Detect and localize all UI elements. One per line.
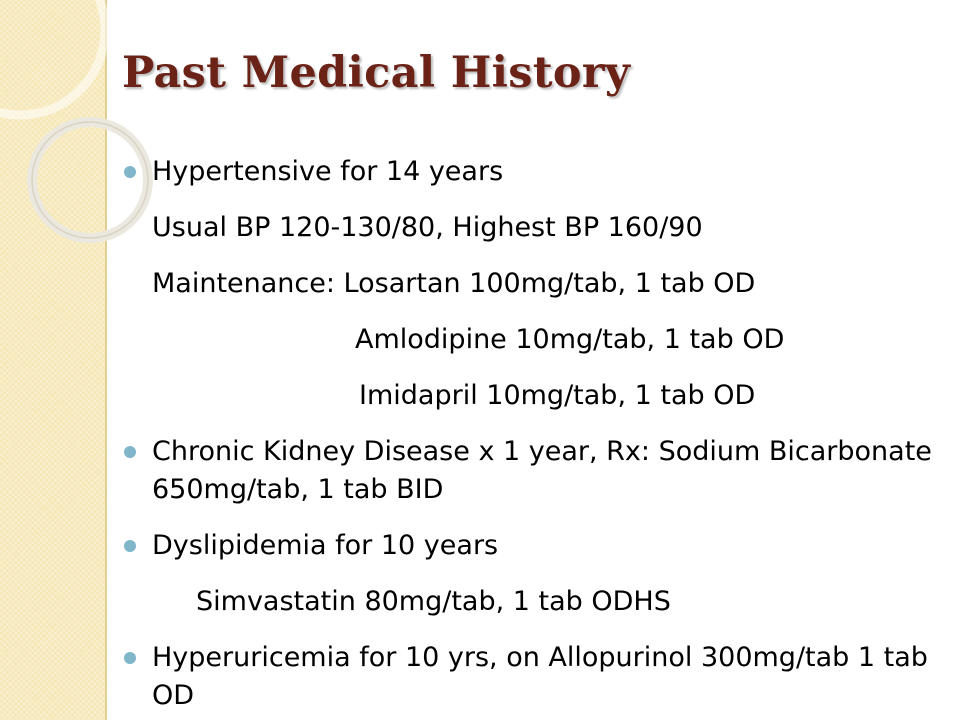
list-subline — [152, 265, 942, 303]
list-subline — [152, 583, 942, 621]
list-item — [152, 153, 942, 191]
dyslipidemia-text: Dyslipidemia for 10 years — [152, 530, 499, 561]
bullet-icon — [124, 446, 136, 458]
amlodipine-text: Amlodipine 10mg/tab, 1 tab OD — [355, 324, 785, 355]
bullet-icon — [124, 166, 136, 178]
hypertension-text: Hypertensive for 14 years — [152, 156, 504, 187]
usual-bp-text: Usual BP 120-130/80, Highest BP 160/90 — [152, 212, 703, 243]
history-list — [152, 153, 942, 715]
bullet-icon — [124, 540, 136, 552]
imidapril-text: Imidapril 10mg/tab, 1 tab OD — [359, 380, 756, 411]
list-subline — [152, 321, 942, 359]
list-item — [152, 527, 942, 565]
simvastatin-text: Simvastatin 80mg/tab, 1 tab ODHS — [196, 586, 671, 617]
bullet-icon — [124, 652, 136, 664]
list-subline — [152, 377, 942, 415]
slide-title: Past Medical History — [122, 48, 631, 98]
list-subline — [152, 209, 942, 247]
ckd-text: Chronic Kidney Disease x 1 year, Rx: Sodium Bicarbonate 650mg/tab, 1 tab BID — [152, 436, 932, 505]
list-item — [152, 433, 942, 509]
hyperuricemia-text: Hyperuricemia for 10 yrs, on Allopurinol 300mg/tab 1 tab OD — [152, 642, 928, 711]
maintenance-text: Maintenance: Losartan 100mg/tab, 1 tab OD — [152, 268, 756, 299]
list-item — [152, 639, 942, 715]
